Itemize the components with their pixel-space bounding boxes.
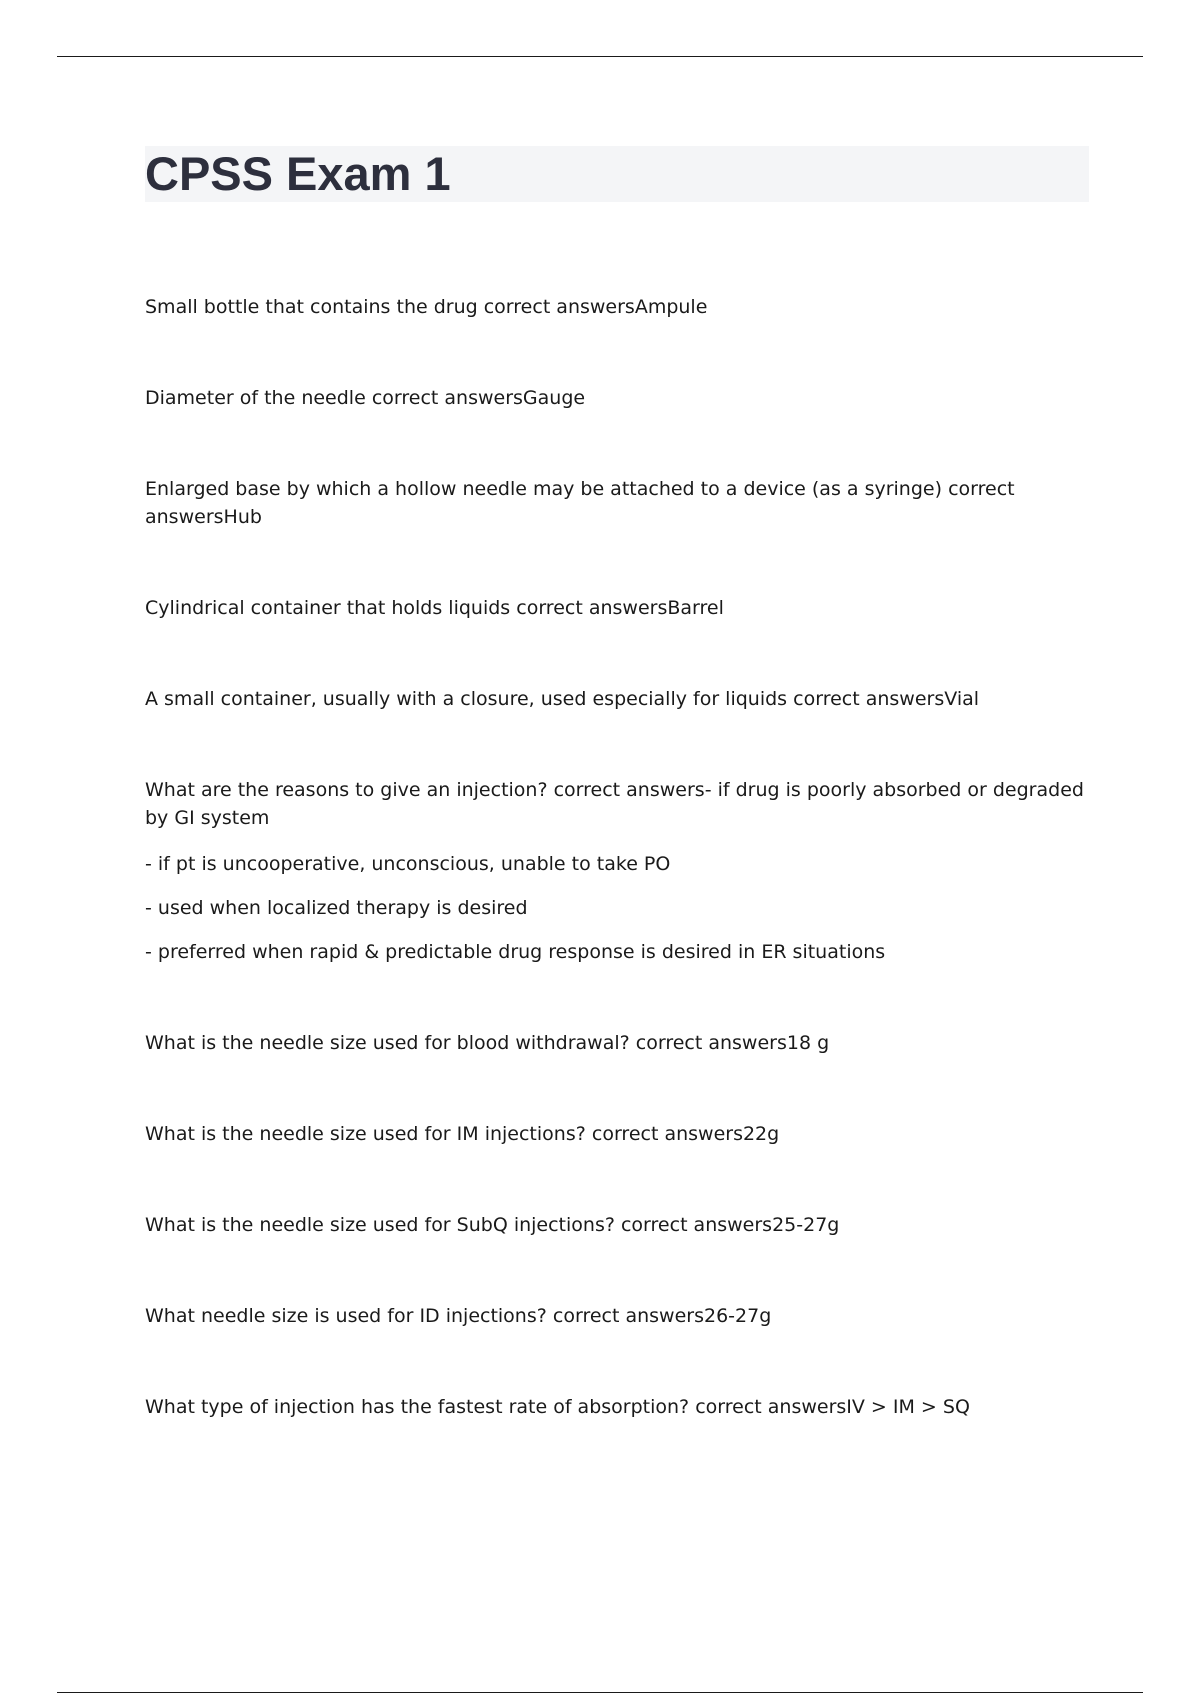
top-rule	[57, 56, 1143, 57]
answer-text: 25-27g	[772, 1214, 840, 1236]
qa-item	[145, 1120, 1090, 1148]
answer-label: correct answers	[793, 688, 945, 710]
qa-text	[145, 1302, 1090, 1330]
qa-text	[145, 776, 1090, 832]
question-text: What is the needle size used for SubQ injections?	[145, 1214, 615, 1236]
question-text: What is the needle size used for blood withdrawal?	[145, 1032, 630, 1054]
qa-text	[145, 475, 1090, 531]
answer-bullet: - preferred when rapid & predictable drug response is desired in ER situations	[145, 941, 886, 963]
qa-item	[145, 594, 1090, 622]
question-text: Diameter of the needle	[145, 387, 366, 409]
qa-text	[145, 1120, 1090, 1148]
answer-label: correct answers	[145, 478, 1015, 528]
answer-label: correct answers	[695, 1396, 847, 1418]
answer-label: correct answers	[591, 1123, 743, 1145]
answer-bullet: - used when localized therapy is desired	[145, 897, 528, 919]
answer-label: correct answers	[516, 597, 668, 619]
question-text: A small container, usually with a closure, used especially for liquids	[145, 688, 788, 710]
answer-text: Ampule	[634, 296, 708, 318]
qa-list	[145, 293, 1090, 1484]
answer-text: Hub	[223, 506, 262, 528]
answer-text: 18 g	[786, 1032, 830, 1054]
qa-item	[145, 1302, 1090, 1330]
answer-label: correct answers	[553, 779, 705, 801]
qa-item	[145, 1393, 1090, 1421]
question-text: Enlarged base by which a hollow needle may be attached to a device (as a syringe)	[145, 478, 943, 500]
qa-item	[145, 293, 1090, 321]
page-title: CPSS Exam 1	[145, 147, 451, 200]
answer-label: correct answers	[552, 1305, 704, 1327]
answer-label: correct answers	[620, 1214, 773, 1236]
question-text: Cylindrical container that holds liquids	[145, 597, 511, 619]
answer-text: Gauge	[522, 387, 586, 409]
question-text: What needle size is used for ID injections?	[145, 1305, 547, 1327]
answer-text: 26-27g	[703, 1305, 772, 1327]
answer-text: Barrel	[667, 597, 724, 619]
answer-label: correct answers	[371, 387, 523, 409]
qa-text	[145, 685, 1090, 713]
qa-item	[145, 1211, 1090, 1239]
qa-text	[145, 594, 1090, 622]
answer-text: 22g	[742, 1123, 780, 1145]
question-text: What type of injection has the fastest rate of absorption?	[145, 1396, 690, 1418]
qa-item	[145, 685, 1090, 713]
qa-text	[145, 384, 1090, 412]
qa-item	[145, 776, 1090, 966]
bottom-rule	[57, 1692, 1143, 1693]
qa-text	[145, 1393, 1090, 1421]
qa-text	[145, 1211, 1090, 1239]
answer-text: Vial	[944, 688, 980, 710]
answer-bullet: - if pt is uncooperative, unconscious, unable to take PO	[145, 853, 671, 875]
answer-label: correct answers	[483, 296, 635, 318]
qa-text	[145, 293, 1090, 321]
qa-item	[145, 475, 1090, 531]
answer-label: correct answers	[635, 1032, 787, 1054]
qa-text	[145, 1029, 1090, 1057]
qa-item	[145, 1029, 1090, 1057]
question-text: Small bottle that contains the drug	[145, 296, 478, 318]
answer-text: IV > IM > SQ	[846, 1396, 970, 1418]
question-text: What is the needle size used for IM injections?	[145, 1123, 586, 1145]
answer-text: - if drug is poorly absorbed or degraded by GI system	[145, 779, 1084, 829]
qa-item	[145, 384, 1090, 412]
question-text: What are the reasons to give an injection?	[145, 779, 548, 801]
